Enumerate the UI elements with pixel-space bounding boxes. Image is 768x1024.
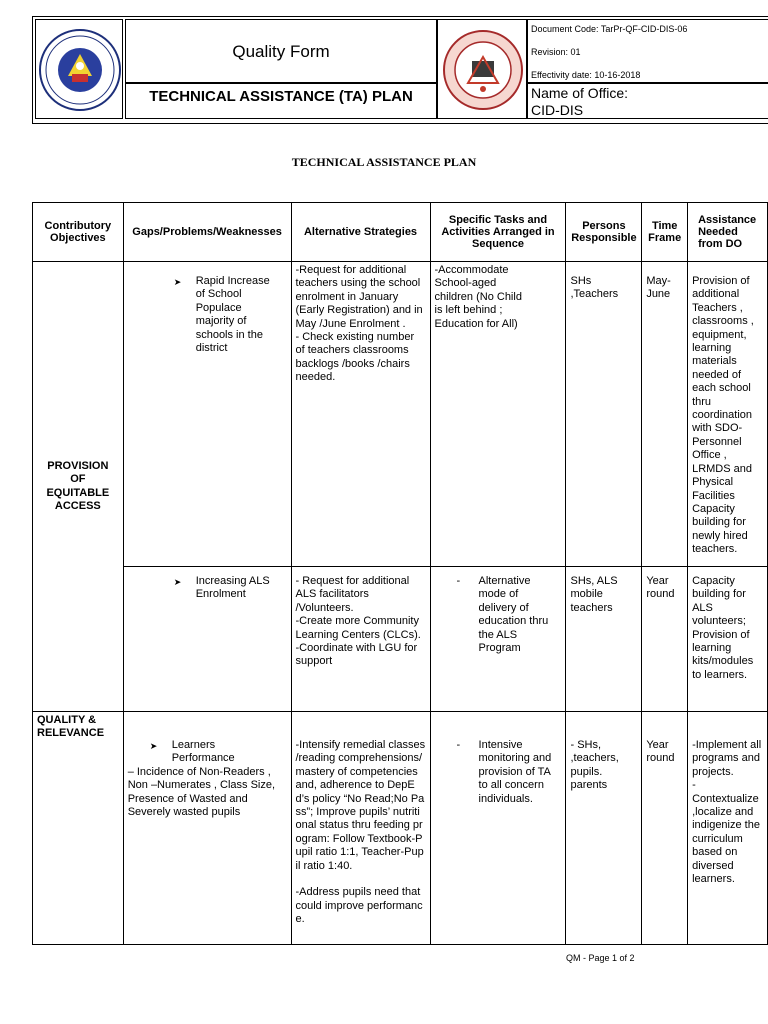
office-value: CID-DIS	[531, 102, 584, 118]
objective-cell	[33, 262, 124, 712]
task-text: Alternative mode of delivery of education thru the ALS Program	[478, 575, 549, 655]
objective-label: QUALITY & RELEVANCE	[37, 714, 105, 740]
dash-bullet-icon: -	[456, 739, 461, 751]
persons-text: SHs ,Teachers	[570, 275, 619, 301]
time-cell	[642, 567, 688, 712]
deped-seal-icon	[38, 28, 122, 112]
quality-form-cell	[125, 19, 437, 83]
page-footer: QM - Page 1 of 2	[566, 953, 635, 963]
arrow-bullet-icon: ➤	[149, 741, 158, 751]
assistance-cell	[688, 712, 768, 945]
objective-cell	[33, 712, 124, 945]
gap-cell	[123, 262, 291, 567]
strategy-text: -Intensify remedial classes /reading comprehensions/mastery of competencies and, adherence to DepEd’s policy “No Read;No Pass”; Improve pupils’ nutritional status thru feeding program: Follow Textbook-Pupil ratio 1:1, Teacher-Pupil ratio 1:40. -Address pupils need that could improve performance.	[295, 739, 426, 926]
assistance-cell	[688, 262, 768, 567]
persons-cell	[566, 712, 642, 945]
office-label: Name of Office:	[531, 85, 629, 101]
col-header-assistance: Assistance Needed from DO	[688, 203, 768, 262]
ta-plan-table	[32, 202, 768, 945]
task-cell	[430, 712, 566, 945]
gap-text: Learners Performance	[171, 739, 235, 765]
assistance-text: Capacity building for ALS volunteers; Provision of learning kits/modules to learners.	[692, 575, 754, 681]
table-row	[33, 712, 768, 945]
doc-info-cell	[527, 19, 768, 83]
table-row	[33, 262, 768, 567]
table-row	[33, 567, 768, 712]
objective-label: PROVISION OF EQUITABLE ACCESS	[46, 459, 110, 512]
office-cell	[527, 83, 768, 119]
time-text: May-June	[646, 275, 671, 301]
dash-bullet-icon: -	[456, 575, 461, 587]
task-cell	[430, 567, 566, 712]
gap-detail-text: – Incidence of Non-Readers , Non –Numerates , Class Size, Presence of Wasted and Severely wasted pupils	[127, 765, 276, 819]
col-header-strategies: Alternative Strategies	[291, 203, 430, 262]
strategy-text: - Request for additional ALS facilitators /Volunteers. -Create more Community Learning Centers (CLCs). -Coordinate with LGU for support	[295, 575, 421, 668]
task-text: -Accommodate School-aged children (No Child is left behind ; Education for All)	[434, 264, 522, 330]
time-cell	[642, 262, 688, 567]
col-header-persons: Persons Responsible	[566, 203, 642, 262]
document-title: TECHNICAL ASSISTANCE PLAN	[291, 155, 477, 169]
gap-cell	[123, 567, 291, 712]
arrow-bullet-icon: ➤	[173, 577, 182, 587]
plan-title: TECHNICAL ASSISTANCE (TA) PLAN	[149, 88, 413, 105]
strategy-cell	[291, 712, 430, 945]
plan-title-cell	[125, 83, 437, 119]
form-header	[32, 16, 768, 124]
quality-form-title: Quality Form	[232, 42, 330, 61]
assistance-text: -Implement all programs and projects. - Contextualize ,localize and indigenize the curriculum based on diversed learners.	[692, 739, 762, 886]
time-cell	[642, 712, 688, 945]
arrow-bullet-icon: ➤	[173, 277, 182, 287]
effectivity-date: Effectivity date: 10-16-2018	[531, 70, 641, 80]
gap-cell	[123, 712, 291, 945]
task-text: Intensive monitoring and provision of TA to all concern individuals.	[478, 739, 552, 805]
gap-text: Increasing ALS Enrolment	[195, 575, 270, 601]
logo-cell-right	[437, 19, 527, 119]
persons-cell	[566, 262, 642, 567]
assistance-cell	[688, 567, 768, 712]
persons-text: SHs, ALS mobile teachers	[570, 575, 618, 614]
task-cell	[430, 262, 566, 567]
persons-cell	[566, 567, 642, 712]
assistance-text: Provision of additional Teachers , classrooms , equipment, learning materials needed of each school thru coordination with SDO-Personnel Office , LRMDS and Physical Facilities Capacity building for newly hired teachers.	[692, 275, 754, 556]
col-header-objectives: Contributory Objectives	[33, 203, 124, 262]
time-text: Year round	[646, 575, 675, 601]
col-header-gaps: Gaps/Problems/Weaknesses	[123, 203, 291, 262]
strategy-cell	[291, 262, 430, 567]
col-header-tasks: Specific Tasks and Activities Arranged in Sequence	[430, 203, 566, 262]
strategy-cell	[291, 567, 430, 712]
document-code: Document Code: TarPr-QF-CID-DIS-06	[531, 24, 688, 34]
revision: Revision: 01	[531, 47, 581, 57]
division-seal-icon	[442, 29, 524, 111]
time-text: Year round	[646, 739, 675, 765]
strategy-text: -Request for additional teachers using the school enrolment in January (Early Registration) and in May /June Enrolment . - Check existing number of teachers classrooms backlogs /books /chairs needed.	[295, 264, 423, 384]
table-header-row	[33, 203, 768, 262]
logo-cell-left	[35, 19, 123, 119]
gap-text: Rapid Increase of School Populace majority of schools in the district	[195, 275, 270, 355]
col-header-time: Time Frame	[642, 203, 688, 262]
persons-text: - SHs, ,teachers, pupils. parents	[570, 739, 619, 792]
